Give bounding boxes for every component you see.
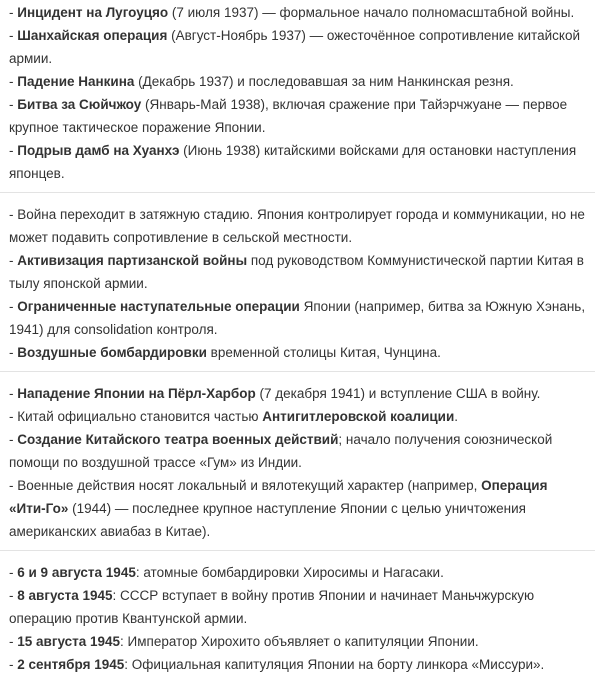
list-item: - Падение Нанкина (Декабрь 1937) и последовавшая за ним Нанкинская резня. xyxy=(9,74,514,89)
list-item: - Нападение Японии на Пёрл-Харбор (7 декабря 1941) и вступление США в войну. xyxy=(9,386,541,401)
list-item: - 8 августа 1945: СССР вступает в войну против Японии и начинает Маньчжурскую операцию против Квантунской армии. xyxy=(9,588,535,626)
list-item: - Битва за Сюйчжоу (Январь-Май 1938), включая сражение при Тайэрчжуане — первое крупное тактическое поражение Японии. xyxy=(9,97,568,135)
list-item: - 15 августа 1945: Император Хирохито объявляет о капитуляции Японии. xyxy=(9,634,479,649)
section-phase-3 xyxy=(0,371,595,550)
list-item: - Инцидент на Лугоуцяо (7 июля 1937) — формальное начало полномасштабной войны. xyxy=(9,5,575,20)
list-item: - Воздушные бомбардировки временной столицы Китая, Чунцина. xyxy=(9,345,441,360)
list-item: - Подрыв дамб на Хуанхэ (Июнь 1938) китайскими войсками для остановки наступления японцев. xyxy=(9,143,577,181)
list-item: - Шанхайская операция (Август-Ноябрь 1937) — ожесточённое сопротивление китайской армии. xyxy=(9,28,580,66)
list-item: - Ограниченные наступательные операции Японии (например, битва за Южную Хэнань, 1941) для consolidation контроля. xyxy=(9,299,586,337)
list-item: - Война переходит в затяжную стадию. Япония контролирует города и коммуникации, но не может подавить сопротивление в сельской местности. xyxy=(9,207,585,245)
list-item: - 6 и 9 августа 1945: атомные бомбардировки Хиросимы и Нагасаки. xyxy=(9,565,444,580)
list-item: - 2 сентября 1945: Официальная капитуляция Японии на борту линкора «Миссури». xyxy=(9,657,545,672)
list-item: - Военные действия носят локальный и вялотекущий характер (например, Операция «Ити-Го» (1944) — последнее крупное наступление Японии с целью уничтожения американских авиабаз в Китае). xyxy=(9,478,548,539)
section-phase-1 xyxy=(0,0,595,192)
list-item: - Китай официально становится частью Антигитлеровской коалиции. xyxy=(9,409,459,424)
list-item: - Активизация партизанской войны под руководством Коммунистической партии Китая в тылу японской армии. xyxy=(9,253,584,291)
section-phase-2 xyxy=(0,192,595,371)
list-item: - Создание Китайского театра военных действий; начало получения союзнической помощи по воздушной трассе «Гум» из Индии. xyxy=(9,432,553,470)
section-phase-4 xyxy=(0,550,595,676)
